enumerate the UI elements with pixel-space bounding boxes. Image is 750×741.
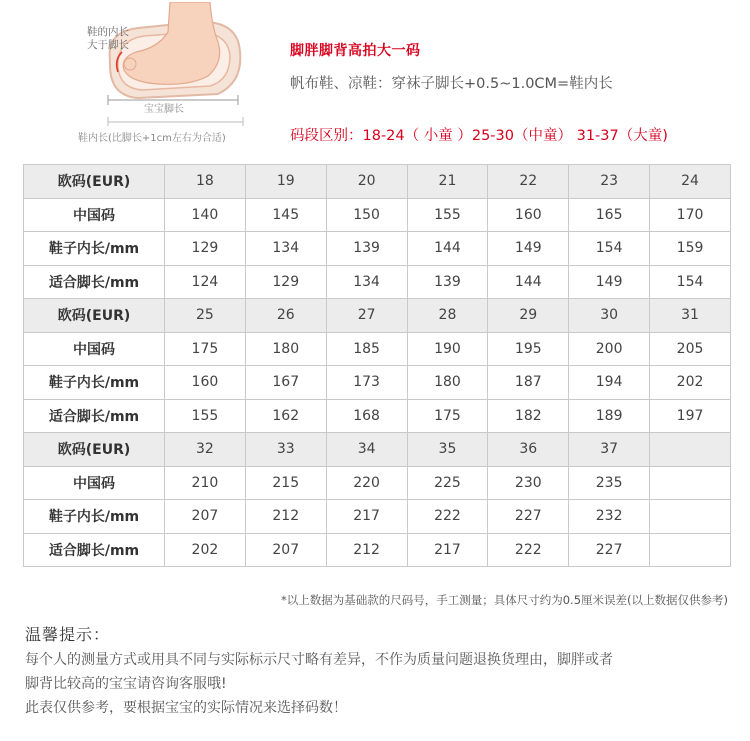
row-label: 中国码 bbox=[24, 332, 165, 366]
table-cell: 160 bbox=[488, 198, 569, 232]
table-cell: 33 bbox=[245, 433, 326, 467]
table-cell: 124 bbox=[165, 265, 246, 299]
table-cell: 134 bbox=[326, 265, 407, 299]
table-cell bbox=[650, 533, 731, 567]
table-cell: 35 bbox=[407, 433, 488, 467]
table-cell: 232 bbox=[569, 500, 650, 534]
table-row bbox=[24, 466, 731, 500]
table-cell: 155 bbox=[407, 198, 488, 232]
table-cell: 175 bbox=[165, 332, 246, 366]
table-cell: 19 bbox=[245, 165, 326, 199]
table-cell: 215 bbox=[245, 466, 326, 500]
table-cell: 160 bbox=[165, 366, 246, 400]
table-cell: 21 bbox=[407, 165, 488, 199]
table-cell: 22 bbox=[488, 165, 569, 199]
table-cell: 194 bbox=[569, 366, 650, 400]
table-cell: 27 bbox=[326, 299, 407, 333]
table-cell: 23 bbox=[569, 165, 650, 199]
row-label: 中国码 bbox=[24, 198, 165, 232]
table-cell: 145 bbox=[245, 198, 326, 232]
table-cell: 139 bbox=[407, 265, 488, 299]
table-cell: 222 bbox=[407, 500, 488, 534]
table-cell: 150 bbox=[326, 198, 407, 232]
table-footnote: *以上数据为基础款的尺码号，手工测量；具体尺寸约为0.5厘米误差(以上数据仅供参考) bbox=[280, 593, 728, 607]
table-cell: 129 bbox=[245, 265, 326, 299]
table-cell bbox=[650, 466, 731, 500]
table-row bbox=[24, 332, 731, 366]
table-cell: 37 bbox=[569, 433, 650, 467]
table-cell: 144 bbox=[488, 265, 569, 299]
table-cell: 18 bbox=[165, 165, 246, 199]
tip-line: 此表仅供参考，要根据宝宝的实际情况来选择码数！ bbox=[25, 700, 347, 716]
tip-line: 脚背比较高的宝宝请咨询客服哦! bbox=[25, 676, 227, 692]
table-cell: 202 bbox=[165, 533, 246, 567]
table-cell: 168 bbox=[326, 399, 407, 433]
table-row bbox=[24, 533, 731, 567]
table-cell: 32 bbox=[165, 433, 246, 467]
table-row bbox=[24, 232, 731, 266]
table-cell: 212 bbox=[326, 533, 407, 567]
table-cell: 175 bbox=[407, 399, 488, 433]
row-label: 中国码 bbox=[24, 466, 165, 500]
table-cell: 173 bbox=[326, 366, 407, 400]
table-cell: 212 bbox=[245, 500, 326, 534]
table-cell: 149 bbox=[569, 265, 650, 299]
table-cell: 205 bbox=[650, 332, 731, 366]
table-cell: 26 bbox=[245, 299, 326, 333]
table-cell: 195 bbox=[488, 332, 569, 366]
table-row bbox=[24, 433, 731, 467]
table-cell: 36 bbox=[488, 433, 569, 467]
table-row bbox=[24, 165, 731, 199]
row-label: 鞋子内长/mm bbox=[24, 366, 165, 400]
row-label: 欧码(EUR) bbox=[24, 299, 165, 333]
table-cell: 144 bbox=[407, 232, 488, 266]
table-cell: 225 bbox=[407, 466, 488, 500]
table-row bbox=[24, 500, 731, 534]
foot-size-illustration bbox=[78, 2, 258, 150]
table-cell: 140 bbox=[165, 198, 246, 232]
table-row bbox=[24, 299, 731, 333]
table-cell: 235 bbox=[569, 466, 650, 500]
row-label: 鞋子内长/mm bbox=[24, 500, 165, 534]
table-cell: 28 bbox=[407, 299, 488, 333]
table-cell: 227 bbox=[569, 533, 650, 567]
table-row bbox=[24, 366, 731, 400]
table-cell: 189 bbox=[569, 399, 650, 433]
table-row bbox=[24, 198, 731, 232]
foot-length-label: 宝宝脚长 bbox=[144, 104, 184, 115]
table-cell: 29 bbox=[488, 299, 569, 333]
table-cell: 167 bbox=[245, 366, 326, 400]
table-cell: 170 bbox=[650, 198, 731, 232]
size-range-note: 码段区别：18-24（ 小童 ）25-30（中童） 31-37（大童) bbox=[290, 128, 668, 144]
table-cell: 31 bbox=[650, 299, 731, 333]
table-cell: 154 bbox=[569, 232, 650, 266]
table-cell: 227 bbox=[488, 500, 569, 534]
table-cell: 207 bbox=[165, 500, 246, 534]
row-label: 欧码(EUR) bbox=[24, 433, 165, 467]
table-cell: 200 bbox=[569, 332, 650, 366]
inner-length-label: 鞋的内长 大于脚长 bbox=[87, 26, 129, 51]
table-cell: 187 bbox=[488, 366, 569, 400]
table-cell: 210 bbox=[165, 466, 246, 500]
table-cell: 217 bbox=[407, 533, 488, 567]
table-cell: 202 bbox=[650, 366, 731, 400]
table-cell: 20 bbox=[326, 165, 407, 199]
table-cell: 162 bbox=[245, 399, 326, 433]
table-cell: 24 bbox=[650, 165, 731, 199]
row-label: 适合脚长/mm bbox=[24, 265, 165, 299]
table-cell bbox=[650, 433, 731, 467]
table-cell: 190 bbox=[407, 332, 488, 366]
table-cell: 165 bbox=[569, 198, 650, 232]
inner-length-note: 鞋内长(比脚长+1cm左右为合适) bbox=[78, 133, 226, 144]
tips-text bbox=[25, 648, 730, 720]
table-cell: 34 bbox=[326, 433, 407, 467]
row-label: 鞋子内长/mm bbox=[24, 232, 165, 266]
table-cell: 25 bbox=[165, 299, 246, 333]
table-cell: 182 bbox=[488, 399, 569, 433]
table-cell: 222 bbox=[488, 533, 569, 567]
tips-title: 温馨提示： bbox=[25, 625, 111, 644]
row-label: 欧码(EUR) bbox=[24, 165, 165, 199]
table-cell: 185 bbox=[326, 332, 407, 366]
table-cell: 180 bbox=[245, 332, 326, 366]
table-cell: 180 bbox=[407, 366, 488, 400]
table-cell: 149 bbox=[488, 232, 569, 266]
table-row bbox=[24, 265, 731, 299]
tip-line: 每个人的测量方式或用具不同与实际标示尺寸略有差异，不作为质量问题退换货理由，脚胖或者 bbox=[25, 652, 613, 668]
table-cell: 155 bbox=[165, 399, 246, 433]
table-cell: 30 bbox=[569, 299, 650, 333]
table-cell: 159 bbox=[650, 232, 731, 266]
page-heading: 脚胖脚背高拍大一码 bbox=[290, 43, 421, 59]
table-cell bbox=[650, 500, 731, 534]
row-label: 适合脚长/mm bbox=[24, 399, 165, 433]
size-chart-table bbox=[23, 164, 731, 567]
table-cell: 134 bbox=[245, 232, 326, 266]
measure-formula: 帆布鞋、凉鞋：穿袜子脚长+0.5~1.0CM=鞋内长 bbox=[290, 76, 613, 92]
table-cell: 197 bbox=[650, 399, 731, 433]
table-cell: 217 bbox=[326, 500, 407, 534]
table-cell: 207 bbox=[245, 533, 326, 567]
row-label: 适合脚长/mm bbox=[24, 533, 165, 567]
table-cell: 230 bbox=[488, 466, 569, 500]
table-cell: 129 bbox=[165, 232, 246, 266]
table-cell: 154 bbox=[650, 265, 731, 299]
table-cell: 139 bbox=[326, 232, 407, 266]
table-cell: 220 bbox=[326, 466, 407, 500]
table-row bbox=[24, 399, 731, 433]
